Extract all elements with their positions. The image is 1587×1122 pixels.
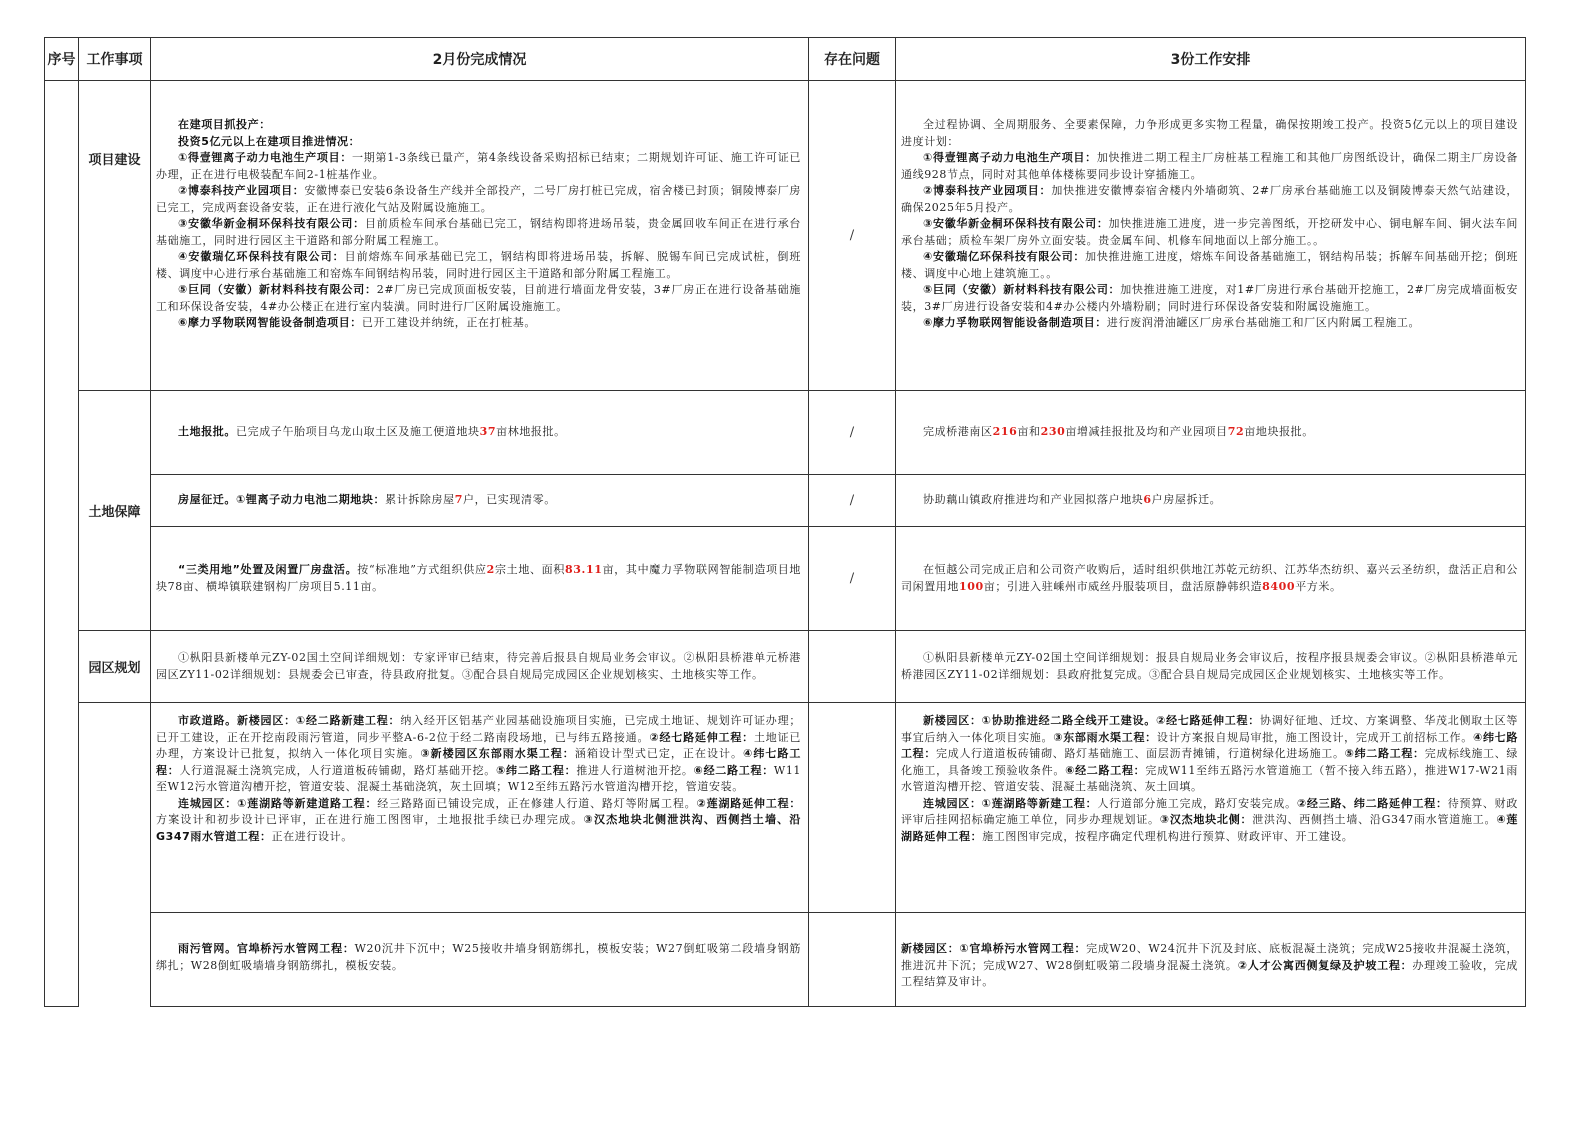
land-relocation-feb-num: 7 [454, 493, 463, 507]
road-feb-t9: 正在进行设计。 [271, 829, 353, 843]
road-feb-t5: 推进人行道树池开挖。 [576, 763, 694, 777]
road-feb-t3: 涵箱设计型式已定，正在设计。 [574, 747, 744, 760]
row-infra-sewer [45, 913, 1526, 1007]
mar-p3-body: 加快推进施工进度，进一步完善图纸，开挖研发中心、铜电解车间、铜火法车间承台基础；质检车架厂房外立面安装。贵金属车间、机修车间地面以上部分施工。。 [901, 217, 1518, 247]
mar-intro: 全过程协调、全周期服务、全要素保障，力争形成更多实物工程量，确保按期竣工投产。投资5亿元以上的项目建设进度计划： [901, 118, 1518, 148]
header-problem: 存在问题 [809, 38, 896, 81]
row-land-idle [45, 527, 1526, 631]
road-mar-t8: 泄洪沟、西侧挡土墙、沿G347雨水管道施工。 [1252, 813, 1497, 826]
land-approval-feb-head: 土地报批。 [178, 425, 236, 439]
infra-road-mar [896, 703, 1526, 913]
header-item: 工作事项 [79, 38, 151, 81]
project-problem: / [809, 81, 896, 391]
infra-road-problem [809, 703, 896, 913]
row-project [45, 81, 1526, 391]
land-approval-feb-a: 已完成子午胎项目乌龙山取土区及施工便道地块 [236, 425, 480, 439]
road-mar-t3: 完成人行道道板砖铺砌、路灯基础施工、面层沥青摊铺，行道树绿化进场施工。 [936, 747, 1345, 760]
road-feb-t6: W11至W12污水管道沟槽开挖，管道安装、混凝土基础浇筑，灰土回填；W12至纬五路污水管道沟槽开挖，管道安装。 [156, 763, 802, 793]
infra-sewer-problem [809, 913, 896, 1007]
road-feb-h8: ②莲湖路延伸工程： [696, 796, 801, 810]
road-mar-h7: ②经三路、纬二路延伸工程： [1296, 796, 1448, 810]
infra-road-feb [151, 703, 809, 913]
sewer-mar-t2: 办理竣工验收，完成工程结算及审计。 [901, 958, 1519, 988]
header-no: 序号 [45, 38, 79, 81]
feb-p3-body: 目前质检车间承台基础已完工，钢结构即将进场吊装，贵金属回收车间正在进行承台基础施工，同时进行园区主干道路和部分附属工程施工。 [156, 217, 801, 247]
road-mar-h6: 连城园区：①莲湖路等新建工程： [923, 796, 1098, 810]
road-feb-h6: ⑥经二路工程： [693, 763, 774, 777]
sewer-mar-h2: ②人才公寓西侧复绿及护坡工程： [1237, 958, 1413, 972]
road-feb-t1: 纳入经开区铝基产业园基础设施项目实施，已完成土地证、规划许可证办理；已开工建设，正在开挖南段雨污管道，同步平整A-6-2位于经二路南段场地，已与纬五路接通。 [156, 714, 801, 744]
mar-p5-head: ⑤巨同（安徽）新材料科技有限公司： [923, 283, 1121, 296]
project-feb-title: 在建项目抓投产： [178, 118, 271, 131]
land-idle-feb-b: 宗土地、面积 [494, 563, 566, 576]
road-mar-h1: 新楼园区：①协助推进经二路全线开工建设。②经七路延伸工程： [923, 714, 1260, 727]
header-feb: 2月份完成情况 [151, 38, 809, 81]
park-mar [896, 631, 1526, 703]
feb-p3-head: ③安徽华新金桐环保科技有限公司： [178, 217, 365, 230]
mar-p6-head: ⑥摩力孚物联网智能设备制造项目： [923, 316, 1107, 329]
feb-p6-head: ⑥摩力孚物联网智能设备制造项目： [178, 316, 362, 329]
park-feb-text: ①枞阳县新楼单元ZY-02国土空间详细规划：专家评审已结束，待完善后报县自规局业务会审议。②枞阳县桥港单元桥港园区ZY11-02详细规划：县规委会已审查，待县政府批复。③配合县自规局完成园区企业规划核实、土地核实等工作。 [156, 651, 801, 681]
land-relocation-mar [896, 475, 1526, 527]
row-park [45, 631, 1526, 703]
road-feb-h3: ③新楼园区东部雨水渠工程： [420, 747, 575, 760]
road-feb-t7: 经三路路面已铺设完成，正在修建人行道、路灯等附属工程。 [377, 796, 697, 810]
feb-p2-head: ②博泰科技产业园项目： [178, 184, 305, 197]
mar-p1-body: 加快推进二期工程主厂房桩基工程施工和其他厂房图纸设计，确保二期主厂房设备通线928节点，同时对其他单体楼栋要同步设计穿插施工。 [901, 151, 1518, 181]
land-idle-mar [896, 527, 1526, 631]
road-feb-h2: ②经七路延伸工程： [649, 730, 754, 744]
road-mar-t5: 完成W11至纬五路污水管道施工（暂不接入纬五路），推进W17-W21雨水管道沟槽开挖、管道安装、混凝土基础浇筑、灰土回填。 [901, 763, 1518, 793]
mar-p4-body: 加快推进施工进度，熔炼车间设备基础施工，钢结构吊装；拆解车间基础开挖；倒班楼、调度中心地上建筑施工。。 [901, 250, 1518, 280]
road-mar-h4: ⑤纬二路工程： [1344, 747, 1425, 760]
land-approval-feb-num: 37 [479, 425, 497, 439]
land-relocation-feb-a: 累计拆除房屋 [385, 493, 455, 507]
road-mar-t9: 施工图图审完成，按程序确定代理机构进行预算、财政评审、开工建设。 [982, 829, 1354, 843]
land-approval-feb [151, 391, 809, 475]
road-feb-t2: 土地证已办理，方案设计已批复，拟纳入一体化项目实施。 [156, 730, 801, 760]
mar-p1-head: ①得壹锂离子动力电池生产项目： [923, 151, 1097, 164]
land-approval-mar-n1: 216 [992, 425, 1018, 439]
land-idle-feb [151, 527, 809, 631]
feb-p4-body: 目前熔炼车间承基础已完工，钢结构即将进场吊装，拆解、脱锡车间已完成试桩，倒班楼、调度中心进行承台基础施工和窑炼车间钢结构吊装，同时进行园区主干道路和部分附属工程施工。 [156, 250, 802, 280]
road-mar-t7: 待预算、财政评审后挂网招标确定施工单位，同步办理规划证。 [901, 796, 1518, 826]
land-idle-feb-a: 按“标准地”方式组织供应 [357, 563, 487, 576]
feb-p1-body: 一期第1-3条线已量产，第4条线设备采购招标已结束；二期规划许可证、施工许可证已办理，正在进行电极装配车间2-1桩基作业。 [156, 151, 802, 181]
land-approval-mar-b: 亩和 [1017, 425, 1041, 439]
road-mar-t6: 人行道部分施工完成，路灯安装完成。 [1097, 796, 1297, 810]
land-relocation-problem: / [809, 475, 896, 527]
project-mar-cell [896, 81, 1526, 391]
infra-sewer-mar [896, 913, 1526, 1007]
category-infra [79, 703, 151, 1007]
feb-p5-head: ⑤巨同（安徽）新材料科技有限公司： [178, 283, 377, 296]
land-approval-mar-n2: 230 [1040, 425, 1066, 439]
land-relocation-feb [151, 475, 809, 527]
land-relocation-mar-b: 户房屋拆迁。 [1151, 493, 1222, 507]
mar-p3-head: ③安徽华新金桐环保科技有限公司： [923, 217, 1109, 230]
land-idle-problem: / [809, 527, 896, 631]
road-feb-h4: ④纬七路工程： [156, 747, 801, 777]
road-feb-h9: ③汉杰地块北侧泄洪沟、西侧挡土墙、沿G347雨水管道工程： [156, 813, 801, 843]
land-idle-feb-c: 亩，其中魔力孚物联网智能制造项目地块78亩、横埠镇联建钢构厂房项目5.11亩。 [156, 563, 801, 593]
land-idle-feb-n1: 2 [486, 563, 495, 576]
header-row [45, 38, 1526, 81]
land-approval-mar-c: 亩增减挂报批及均和产业园项目 [1065, 425, 1228, 439]
project-feb-subtitle: 投资5亿元以上在建项目推进情况： [178, 134, 361, 148]
land-idle-feb-head: “三类用地”处置及闲置厂房盘活。 [178, 563, 358, 576]
seq-cell [45, 81, 79, 1007]
road-mar-h5: ⑥经二路工程： [1065, 763, 1146, 777]
road-mar-h2: ③东部雨水渠工程： [1053, 730, 1157, 744]
mar-p6-body: 进行废润滑油罐区厂房承台基础施工和厂区内附属工程施工。 [1106, 316, 1421, 329]
feb-p5-body: 2#厂房已完成顶面板安装，目前进行墙面龙骨安装，3#厂房正在进行设备基础施工和环保设备安装，4#办公楼正在进行室内装潢。同时进行厂区附属设施施工。 [156, 283, 801, 313]
road-feb-t8: 方案设计和初步设计已评审，正在进行施工图图审，土地报批手续已办理完成。 [156, 813, 584, 826]
mar-p2-body: 加快推进安徽博泰宿舍楼内外墙砌筑、2#厂房承台基础施工以及铜陵博泰天然气站建设，确保2025年5月投产。 [901, 184, 1518, 214]
road-mar-h9: ④莲湖路延伸工程： [901, 813, 1518, 843]
land-idle-mar-c: 平方米。 [1295, 579, 1342, 593]
road-mar-t4: 完成标线施工、绿化施工，具备竣工预验收条件。 [901, 747, 1519, 777]
sewer-feb-h1: 雨污管网。官埠桥污水管网工程： [178, 942, 355, 955]
feb-p6-body: 已开工建设并纳统，正在打桩基。 [361, 316, 536, 329]
land-approval-mar-d: 亩地块报批。 [1244, 425, 1314, 439]
park-mar-text: ①枞阳县新楼单元ZY-02国土空间详细规划：报县自规局业务会审议后，按程序报县规委会审议。②枞阳县桥港单元桥港园区ZY11-02详细规划：县政府批复完成。③配合县自规局完成园区企业规划核实、土地核实等工作。 [901, 651, 1518, 681]
category-project: 项目建设 [79, 81, 151, 391]
land-approval-mar-a: 完成桥港南区 [923, 425, 993, 439]
header-mar: 3份工作安排 [896, 38, 1526, 81]
road-feb-t4: 人行道混凝土浇筑完成，人行道道板砖铺砌，路灯基础开挖。 [179, 763, 496, 777]
feb-p1-head: ①得壹锂离子动力电池生产项目： [178, 151, 353, 164]
sewer-feb-t1: W20沉井下沉中；W25接收井墙身钢筋绑扎，模板安装；W27倒虹吸第二段墙身钢筋绑扎；W28倒虹吸墙墙身钢筋绑扎，模板安装。 [156, 942, 801, 972]
land-idle-feb-n2: 83.11 [565, 563, 603, 576]
land-approval-mar [896, 391, 1526, 475]
road-feb-h1: 市政道路。新楼园区：①经二路新建工程： [178, 714, 401, 727]
land-relocation-mar-a: 协助藕山镇政府推进均和产业园拟落户地块 [923, 493, 1144, 507]
road-mar-t1: 协调好征地、迁坟、方案调整、华茂北侧取土区等事宜后纳入一体化项目实施。 [901, 714, 1518, 744]
road-mar-h3: ④纬七路工程： [901, 730, 1518, 760]
infra-sewer-feb [151, 913, 809, 1007]
land-relocation-feb-b: 户，已实现清零。 [463, 493, 556, 507]
row-infra-road [45, 703, 1526, 913]
category-park: 园区规划 [79, 631, 151, 703]
feb-p2-body: 安徽博泰已安装6条设备生产线并全部投产，二号厂房打桩已完成，宿舍楼已封顶；铜陵博泰厂房已完工，完成两套设备安装，正在进行液化气站及附属设施施工。 [156, 184, 801, 214]
category-land: 土地保障 [79, 391, 151, 631]
land-idle-mar-b: 亩；引进入驻嵊州市威丝丹服装项目，盘活原静韩织造 [983, 579, 1263, 593]
sewer-mar-t1: 完成W20、W24沉井下沉及封底、底板混凝土浇筑；完成W25接收井混凝土浇筑，推进沉井下沉；完成W27、W28倒虹吸第二段墙身混凝土浇筑。 [901, 942, 1518, 972]
park-problem [809, 631, 896, 703]
land-approval-feb-b: 亩林地报批。 [496, 425, 566, 439]
work-report-table [44, 37, 1526, 1007]
land-relocation-feb-head: 房屋征迁。①锂离子动力电池二期地块： [178, 493, 386, 507]
land-idle-mar-n2: 8400 [1262, 579, 1296, 593]
feb-p4-head: ④安徽瑞亿环保科技有限公司： [178, 250, 345, 263]
road-mar-t2: 设计方案报自规局审批，施工图设计，完成开工前招标工作。 [1156, 730, 1473, 744]
road-feb-h5: ⑤纬二路工程： [495, 763, 577, 777]
park-feb [151, 631, 809, 703]
row-land-approval [45, 391, 1526, 475]
mar-p2-head: ②博泰科技产业园项目： [923, 184, 1052, 197]
mar-p5-body: 加快推进施工进度，对1#厂房进行承台基础开挖施工，2#厂房完成墙面板安装，3#厂房进行设备安装和4#办公楼内外墙粉刷；同时进行环保设备安装和附属设施施工。 [901, 283, 1518, 313]
land-relocation-mar-num: 6 [1143, 493, 1152, 507]
road-mar-h8: ③汉杰地块北侧： [1159, 813, 1253, 826]
land-idle-mar-n1: 100 [959, 579, 984, 593]
land-approval-problem: / [809, 391, 896, 475]
row-land-relocation [45, 475, 1526, 527]
road-feb-h7: 连城园区：①莲湖路等新建道路工程： [178, 796, 378, 810]
mar-p4-head: ④安徽瑞亿环保科技有限公司： [923, 250, 1086, 263]
project-feb-cell [151, 81, 809, 391]
sewer-mar-h1: 新楼园区：①官埠桥污水管网工程： [901, 942, 1087, 955]
land-idle-mar-a: 在恒越公司完成正启和公司资产收购后，适时组织供地江苏乾元纺织、江苏华杰纺织、嘉兴云圣纺织，盘活正启和公司闲置用地 [901, 563, 1518, 593]
land-approval-mar-n3: 72 [1227, 425, 1245, 439]
